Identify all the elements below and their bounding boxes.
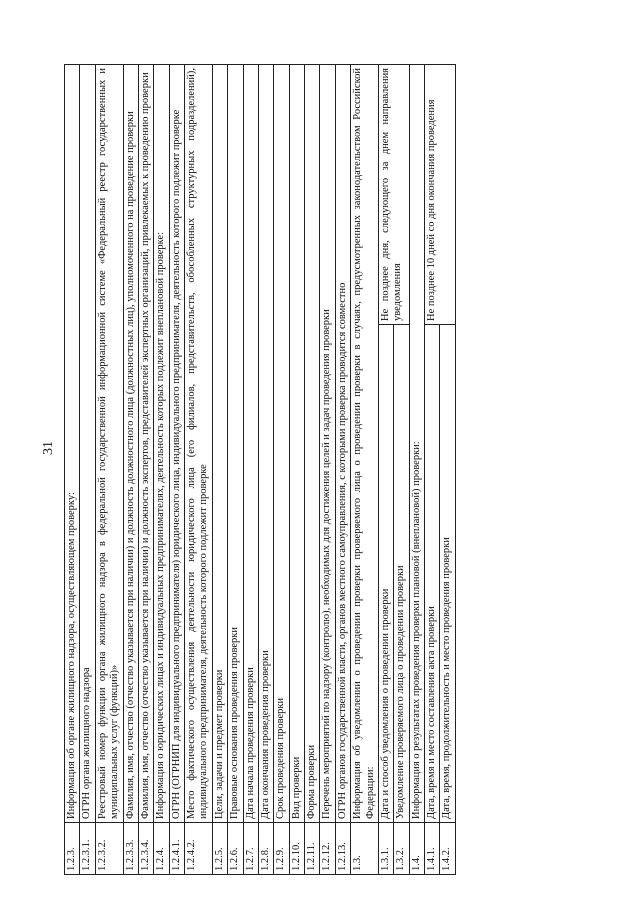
row-number: 1.2.4.2. (185, 823, 213, 875)
rotated-table-wrapper (64, 65, 604, 875)
table-row (305, 64, 320, 874)
row-number: 1.2.4. (154, 823, 169, 875)
row-text: ОГРН органа жилищного надзора (80, 64, 95, 822)
table-row (335, 64, 350, 874)
row-number: 1.2.13. (335, 823, 350, 875)
row-number: 1.2.3.1. (80, 823, 95, 875)
deadline-cell: Не позднее 10 дней со дня окончания проведения (425, 64, 456, 324)
table-row (409, 64, 424, 874)
row-text: ОГРН (ОГРНИП для индивидуального предпринимателя) юридического лица, индивидуального предпринимателя, деятельность которого подлежит проверке (169, 64, 184, 822)
table-row (351, 64, 379, 874)
page-number: 31 (41, 441, 56, 455)
row-text: ОГРН органов государственной власти, органов местного самоуправления, с которыми проверка проводится совместно (335, 64, 350, 822)
row-text: Информация о юридических лицах и индивидуальных предпринимателях, деятельность которых подлежит внеплановой проверке: (154, 64, 169, 822)
row-text: Фамилия, имя, отчество (отчество указывается при наличии) и должность экспертов, представителей экспертных организаций, привлекаемых к проведению проверки (138, 64, 153, 822)
row-text: Дата, время и место составления акта проверки (425, 325, 440, 823)
row-text: Перечень мероприятий по надзору (контролю), необходимых для достижения целей и задач проведения проверки (320, 64, 335, 822)
row-text: Информация об органе жилищного надзора, осуществляющем проверку: (65, 64, 80, 822)
row-number: 1.4.1. (425, 823, 440, 875)
row-number: 1.2.3.2. (95, 823, 123, 875)
row-number: 1.2.8. (258, 823, 273, 875)
row-text: Срок проведения проверки (274, 64, 289, 822)
row-number: 1.2.4.1. (169, 823, 184, 875)
row-text: Цели, задачи и предмет проверки (212, 64, 227, 822)
row-text: Место фактического осуществления деятельности юридического лица (его филиалов, представительств, обособленных структурных подразделений), индивидуального предпринимателя, деятельность которого подлежит проверке (185, 64, 213, 822)
table-row (154, 64, 169, 874)
table-row (228, 64, 243, 874)
table-row (212, 64, 227, 874)
row-number: 1.2.3.3. (123, 823, 138, 875)
row-text: Реестровый номер функции органа жилищного надзора в федеральной государственной информационной системе «Федеральный реестр государственных и муниципальных услуг (функций)» (95, 64, 123, 822)
row-number: 1.2.9. (274, 823, 289, 875)
row-number: 1.2.7. (243, 823, 258, 875)
inspection-info-table (64, 64, 456, 875)
table-row (258, 64, 273, 874)
table-row (123, 64, 138, 874)
row-number: 1.2.12. (320, 823, 335, 875)
table-row (80, 64, 95, 874)
table-row (185, 64, 213, 874)
table-row (65, 64, 80, 874)
row-text: Дата окончания проведения проверки (258, 64, 273, 822)
row-text: Вид проверки (289, 64, 304, 822)
row-number: 1.2.5. (212, 823, 227, 875)
row-number: 1.2.10. (289, 823, 304, 875)
table-row (320, 64, 335, 874)
table-row (138, 64, 153, 874)
row-text: Фамилия, имя, отчество (отчество указывается при наличии) и должность должностного лица (должностных лиц), уполномоченного на проведение проверки (123, 64, 138, 822)
table-row (274, 64, 289, 874)
table-row (425, 64, 440, 874)
table-row (378, 64, 393, 874)
row-text: Дата и способ уведомления о проведении проверки (378, 325, 393, 823)
row-number: 1.4.2. (440, 823, 455, 875)
row-number: 1.2.6. (228, 823, 243, 875)
row-number: 1.2.11. (305, 823, 320, 875)
row-number: 1.3.2. (394, 823, 409, 875)
table-row (169, 64, 184, 874)
row-number: 1.4. (409, 823, 424, 875)
row-number: 1.2.3.4. (138, 823, 153, 875)
table-row (243, 64, 258, 874)
row-number: 1.3.1. (378, 823, 393, 875)
table-row (289, 64, 304, 874)
row-number: 1.2.3. (65, 823, 80, 875)
table-row (95, 64, 123, 874)
row-text: Уведомление проверяемого лица о проведении проверки (394, 325, 409, 823)
row-text: Дата, время, продолжительность и место проведения проверки (440, 325, 455, 823)
row-text: Информация о результатах проведения проверки плановой (внеплановой) проверки: (409, 64, 424, 822)
row-text: Форма проверки (305, 64, 320, 822)
row-number: 1.3. (351, 823, 379, 875)
row-text: Дата начала проведения проверки (243, 64, 258, 822)
row-text: Правовые основания проведения проверки (228, 64, 243, 822)
row-text: Информация об уведомлении о проведении проверки проверяемого лица о проведении проверки в случаях, предусмотренных законодательством Российской Федерации: (351, 64, 379, 822)
deadline-cell: Не позднее дня, следующего за днем направления уведомления (378, 64, 409, 324)
